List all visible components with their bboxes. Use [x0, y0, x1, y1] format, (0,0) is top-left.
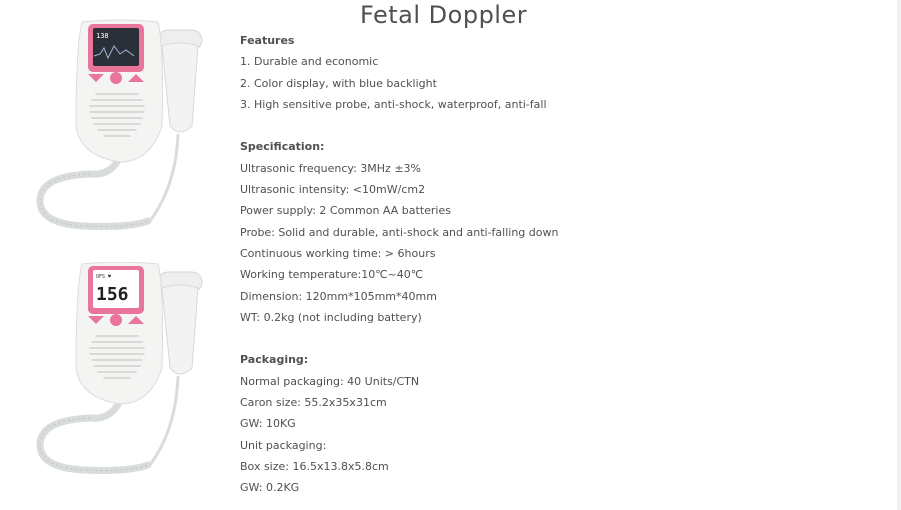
- packaging-item: Box size: 16.5x13.8x5.8cm: [240, 459, 389, 473]
- feature-item: 2. Color display, with blue backlight: [240, 76, 437, 90]
- packaging-item: Unit packaging:: [240, 438, 327, 452]
- packaging-item: GW: 10KG: [240, 417, 296, 431]
- spec-item: WT: 0.2kg (not including battery): [240, 310, 422, 324]
- fetal-doppler-image-color-display: [30, 16, 210, 256]
- feature-item: 1. Durable and economic: [240, 55, 379, 69]
- specification-heading: Specification:: [240, 140, 325, 154]
- page-edge: [897, 0, 901, 510]
- svg-text:OFS ♥: OFS ♥: [96, 274, 112, 280]
- packaging-item: Normal packaging: 40 Units/CTN: [240, 374, 420, 388]
- product-details: [240, 30, 660, 499]
- spec-item: Working temperature:10℃~40℃: [240, 268, 424, 282]
- spec-item: Continuous working time: > 6hours: [240, 246, 436, 260]
- packaging-heading: Packaging:: [240, 353, 309, 367]
- feature-item: 3. High sensitive probe, anti-shock, waterproof, anti-fall: [240, 97, 547, 111]
- screen-reading: 156: [96, 284, 129, 305]
- page-title: Fetal Doppler: [360, 1, 528, 29]
- packaging-item: GW: 0.2KG: [240, 481, 300, 495]
- section-spacer: [240, 115, 660, 136]
- spec-item: Dimension: 120mm*105mm*40mm: [240, 289, 437, 303]
- spec-item: Probe: Solid and durable, anti-shock and anti-falling down: [240, 225, 559, 239]
- spec-item: Power supply: 2 Common AA batteries: [240, 204, 451, 218]
- section-spacer: [240, 328, 660, 349]
- packaging-item: Caron size: 55.2x35x31cm: [240, 396, 387, 410]
- spec-item: Ultrasonic frequency: 3MHz ±3%: [240, 161, 421, 175]
- fetal-doppler-image-pink-display: [30, 262, 210, 502]
- features-heading: Features: [240, 34, 295, 47]
- spec-item: Ultrasonic intensity: <10mW/cm2: [240, 183, 426, 197]
- screen-reading: 138: [96, 32, 109, 40]
